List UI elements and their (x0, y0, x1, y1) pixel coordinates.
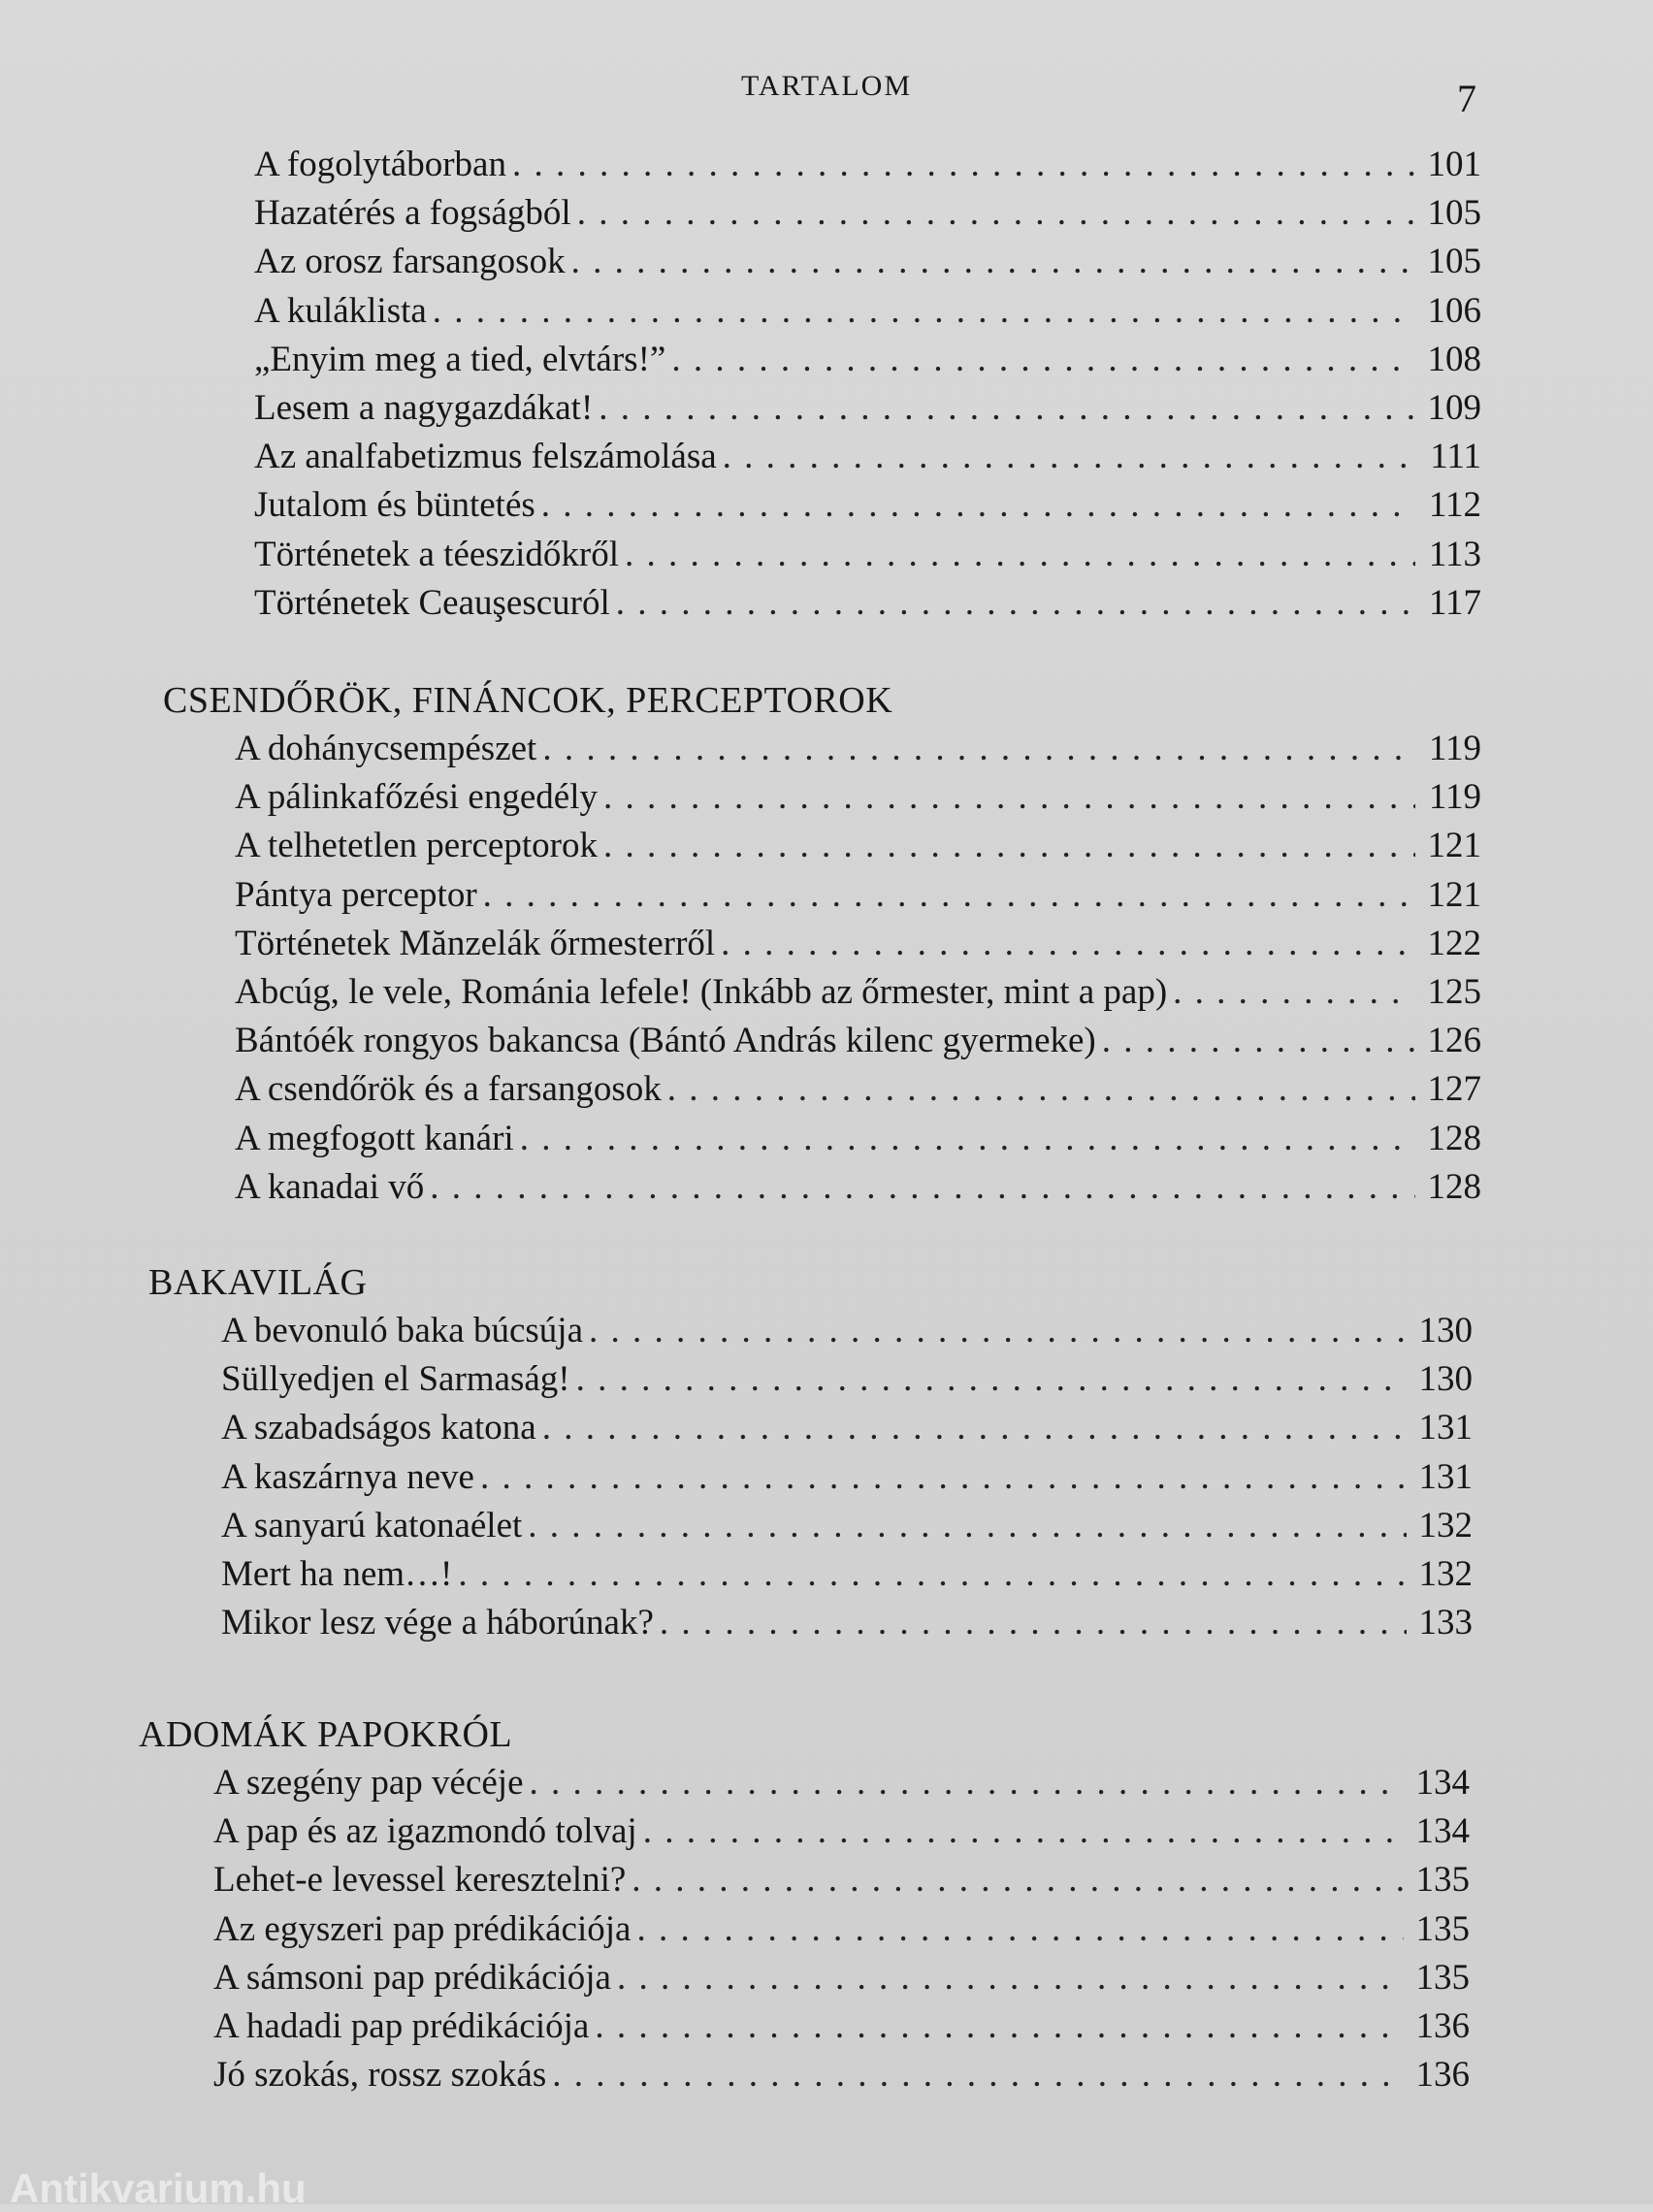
toc-entry (235, 1163, 1481, 1212)
entry-page-number: 108 (1427, 339, 1481, 379)
section-title: ADOMÁK PAPOKRÓL (139, 1714, 513, 1755)
entry-title: Süllyedjen el Sarmaság! (221, 1359, 570, 1400)
entry-title: A csendőrök és a farsangosok (235, 1069, 662, 1110)
entry-title: A telhetetlen perceptorok (235, 826, 598, 866)
entry-page-number: 125 (1427, 972, 1481, 1012)
toc-entry (235, 822, 1481, 870)
entry-title: Történetek a téeszidőkről (254, 534, 619, 574)
entry-title: A fogolytáborban (254, 145, 506, 184)
running-head: TARTALOM (740, 70, 913, 102)
toc-entry (254, 238, 1481, 286)
entry-title: A pap és az igazmondó tolvaj (213, 1811, 637, 1852)
entry-title: Pántya perceptor (235, 874, 477, 915)
entry-page-number: 135 (1415, 1957, 1470, 1998)
dot-leader (528, 1502, 1407, 1550)
entry-page-number: 105 (1427, 193, 1481, 234)
dot-leader (520, 1115, 1415, 1163)
dot-leader (603, 773, 1415, 822)
entry-title: Mikor lesz vége a háborúnak? (221, 1603, 654, 1643)
entry-title: Jó szokás, rossz szokás (213, 2055, 547, 2096)
entry-title: A kanadai vő (235, 1166, 425, 1207)
dot-leader (632, 1856, 1404, 1904)
dot-leader (458, 1550, 1407, 1599)
entry-title: Mert ha nem…! (221, 1554, 453, 1594)
entry-title: A sanyarú katonaélet (221, 1505, 523, 1545)
dot-leader (603, 822, 1415, 870)
toc-entry (254, 579, 1481, 628)
entry-title: A szegény pap vécéje (213, 1763, 524, 1803)
dot-leader (512, 141, 1415, 189)
entry-title: A hadadi pap prédikációja (213, 2006, 590, 2046)
toc-entry (221, 1355, 1473, 1404)
dot-leader (595, 2002, 1404, 2051)
section-title: CSENDŐRÖK, FINÁNCOK, PERCEPTOROK (163, 680, 893, 721)
entry-title: Az egyszeri pap prédikációja (213, 1908, 632, 1949)
dot-leader (552, 2051, 1404, 2099)
entry-page-number: 134 (1415, 1763, 1470, 1803)
toc-entry (235, 871, 1481, 920)
toc-entry (235, 920, 1481, 968)
entry-page-number: 122 (1427, 923, 1481, 963)
entry-title: Hazatérés a fogságból (254, 193, 571, 234)
dot-leader (1102, 1017, 1415, 1065)
page-number: 7 (1457, 77, 1476, 120)
entry-page-number: 128 (1427, 1118, 1481, 1158)
dot-leader (589, 1307, 1407, 1355)
entry-title: A megfogott kanári (235, 1118, 514, 1158)
entry-page-number: 135 (1415, 1860, 1470, 1901)
entry-page-number: 131 (1418, 1408, 1473, 1448)
entry-page-number: 113 (1428, 534, 1481, 574)
toc-entry (235, 1065, 1481, 1114)
toc-entry (254, 336, 1481, 384)
entry-title: A dohánycsempészet (235, 729, 537, 768)
entry-page-number: 121 (1427, 826, 1481, 866)
toc-entry (213, 1856, 1470, 1904)
entry-title: A kaszárnya neve (221, 1456, 474, 1497)
entry-title: A sámsoni pap prédikációja (213, 1957, 611, 1998)
entry-page-number: 112 (1428, 485, 1481, 526)
toc-entry (221, 1307, 1473, 1355)
toc-entry (254, 531, 1481, 579)
entry-page-number: 111 (1430, 437, 1481, 477)
entry-page-number: 126 (1427, 1021, 1481, 1061)
toc-entry (235, 1017, 1481, 1065)
watermark: Antikvarium.hu (10, 2165, 307, 2211)
entry-page-number: 135 (1415, 1908, 1470, 1949)
entry-page-number: 106 (1427, 290, 1481, 331)
dot-leader (430, 1163, 1415, 1212)
entry-page-number: 131 (1418, 1456, 1473, 1497)
section-title: BAKAVILÁG (148, 1262, 368, 1303)
toc-entry (213, 1954, 1470, 2002)
entry-page-number: 130 (1418, 1311, 1473, 1350)
entry-title: Jutalom és büntetés (254, 485, 535, 526)
toc-entry (235, 1115, 1481, 1163)
toc-entry (221, 1550, 1473, 1599)
toc-entry (213, 2051, 1470, 2099)
entry-page-number: 128 (1427, 1166, 1481, 1207)
dot-leader (577, 189, 1415, 238)
dot-leader (636, 1905, 1404, 1954)
entry-title: Az analfabetizmus felszámolása (254, 437, 717, 477)
dot-leader (671, 336, 1415, 384)
dot-leader (723, 433, 1415, 481)
toc-entry (221, 1502, 1473, 1550)
dot-leader (483, 871, 1415, 920)
dot-leader (721, 920, 1415, 968)
dot-leader (616, 579, 1415, 628)
entry-title: A pálinkafőzési engedély (235, 777, 598, 818)
entry-page-number: 134 (1415, 1811, 1470, 1852)
entry-page-number: 132 (1418, 1554, 1473, 1594)
toc-entry (213, 1807, 1470, 1856)
entry-title: Történetek Mănzelák őrmesterről (235, 923, 716, 963)
entry-title: Történetek Ceauşescuról (254, 582, 610, 623)
entry-title: A kuláklista (254, 290, 427, 331)
dot-leader (433, 287, 1415, 336)
entry-page-number: 127 (1427, 1069, 1481, 1110)
dot-leader (576, 1355, 1407, 1404)
dot-leader (667, 1065, 1415, 1114)
dot-leader (571, 238, 1415, 286)
entry-page-number: 119 (1428, 777, 1481, 818)
dot-leader (617, 1954, 1404, 2002)
toc-entry (221, 1453, 1473, 1502)
dot-leader (541, 481, 1415, 530)
toc-entry (235, 725, 1481, 773)
dot-leader (1173, 968, 1415, 1017)
dot-leader (643, 1807, 1404, 1856)
entry-page-number: 105 (1427, 242, 1481, 282)
toc-entry (254, 189, 1481, 238)
toc-entry (221, 1599, 1473, 1647)
toc-entry (235, 968, 1481, 1017)
entry-title: Abcúg, le vele, Románia lefele! (Inkább az őrmester, mint a pap) (235, 972, 1168, 1012)
toc-entry (213, 1759, 1470, 1807)
entry-title: „Enyim meg a tied, elvtárs!” (254, 339, 666, 379)
toc-entry (254, 141, 1481, 189)
entry-title: Bántóék rongyos bakancsa (Bántó András kilenc gyermeke) (235, 1021, 1096, 1061)
toc-entry (254, 384, 1481, 433)
toc-entry (213, 2002, 1470, 2051)
dot-leader (625, 531, 1415, 579)
entry-page-number: 101 (1427, 145, 1481, 184)
dot-leader (599, 384, 1415, 433)
entry-title: Az orosz farsangosok (254, 242, 566, 282)
entry-page-number: 121 (1427, 874, 1481, 915)
toc-entry (254, 287, 1481, 336)
entry-page-number: 133 (1418, 1603, 1473, 1643)
entry-title: Lesem a nagygazdákat! (254, 388, 594, 428)
dot-leader (542, 725, 1415, 773)
toc-entry (235, 773, 1481, 822)
entry-page-number: 130 (1418, 1359, 1473, 1400)
entry-page-number: 119 (1428, 729, 1481, 768)
entry-page-number: 132 (1418, 1505, 1473, 1545)
toc-entry (254, 433, 1481, 481)
entry-title: A szabadságos katona (221, 1408, 536, 1448)
entry-title: A bevonuló baka búcsúja (221, 1311, 583, 1350)
entry-page-number: 117 (1428, 582, 1481, 623)
toc-entry (254, 481, 1481, 530)
entry-page-number: 136 (1415, 2055, 1470, 2096)
dot-leader (542, 1404, 1407, 1452)
dot-leader (480, 1453, 1407, 1502)
entry-title: Lehet-e levessel keresztelni? (213, 1860, 627, 1901)
toc-entry (213, 1905, 1470, 1954)
entry-page-number: 136 (1415, 2006, 1470, 2046)
toc-entry (221, 1404, 1473, 1452)
dot-leader (660, 1599, 1407, 1647)
dot-leader (530, 1759, 1405, 1807)
entry-page-number: 109 (1427, 388, 1481, 428)
